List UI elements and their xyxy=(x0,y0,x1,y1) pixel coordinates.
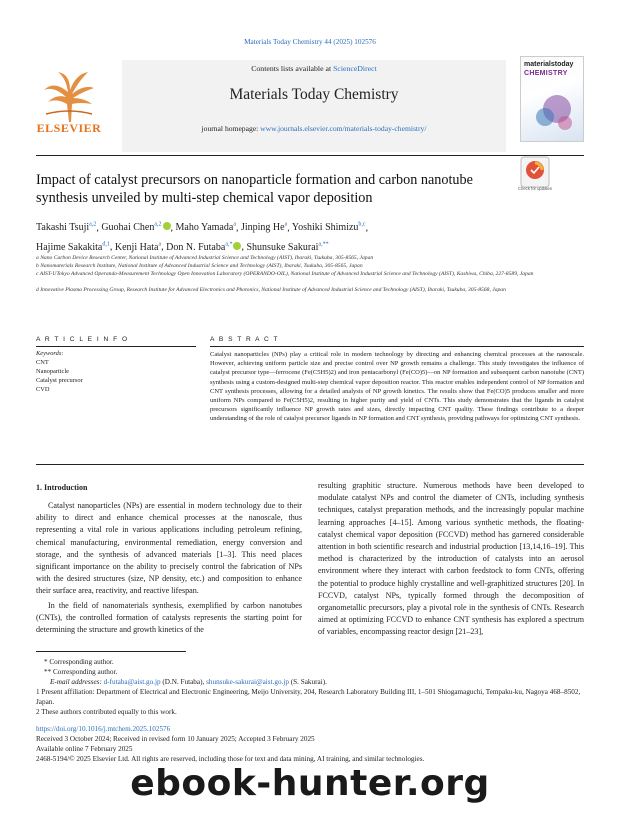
keyword: Nanoparticle xyxy=(36,368,70,375)
keyword: Catalyst precursor xyxy=(36,377,83,384)
orcid-icon[interactable] xyxy=(163,222,171,230)
footnote-corresponding: * Corresponding author. xyxy=(44,658,114,666)
email-link[interactable]: d-futaba@aist.go.jp xyxy=(103,678,161,686)
intro-paragraph: Catalyst nanoparticles (NPs) are essential in modern technology due to their ability to direct and enhance chemical processes at the nanoscale, thus representing a vital role in various applications including petroleum refining, chemical manufacturing, environmental remediation, energy conversion and storage, and the synthesis of advanced materials [1–3]. This need places significant importance on the ability to precisely control the fabrication of NPs with the desired structures (size, NP density, etc.) and composition to enhance their surface area, reactivity, and reactive lifespan. xyxy=(36,501,302,596)
available-online: Available online 7 February 2025 xyxy=(36,745,133,753)
section-heading-introduction: 1. Introduction xyxy=(36,483,88,492)
keyword: CNT xyxy=(36,359,49,366)
email-link[interactable]: shunsuke-sakurai@aist.go.jp xyxy=(206,678,289,686)
author[interactable]: Maho Yamada$^a$ xyxy=(175,222,236,234)
journal-header-box xyxy=(122,60,506,152)
author[interactable]: Shunsuke Sakurai$^{a,**}$ xyxy=(246,241,329,253)
cover-art-image xyxy=(527,83,579,135)
footnote-corresponding: ** Corresponding author. xyxy=(44,668,118,676)
affiliation: a Nano Carbon Device Research Center, National Institute of Advanced Industrial Science and Technology (AIST), Ibaraki, Tsukuba, 305-8565, Japan xyxy=(36,255,374,261)
check-for-updates-icon[interactable] xyxy=(520,156,550,188)
intro-paragraph: In the field of nanomaterials synthesis, exemplified by carbon nanotubes (CNTs), the controlled formation of catalysts represents the starting point for determining the structure and growth kinetics of the xyxy=(36,601,302,635)
cover-title-line1: materialstoday xyxy=(524,61,574,68)
orcid-icon[interactable] xyxy=(233,242,241,250)
abstract-bottom-rule xyxy=(36,464,584,465)
intro-paragraph: resulting graphitic structure. Numerous methods have been developed to modulate catalyst NPs and control the diameter of CNTs, including synthesis techniques, catalyst preparation methods, and the increasingly popular machine learning approaches [4–15]. Among various synthetic methods, the floating-catalyst chemical vapor deposition (FCCVD) method has garnered considerable attention in both scientific research and industrial production [13,14,16–19]. This method is characterized by the introduction of catalysts into an aerosol environment where they interact with carbon feedstock to form CNTs, offering the potential to produce highly crystalline and well-graphitized structures [20]. In FCCVD, catalyst NPs, typically formed through the decomposition of organometallic precursors, play a pivotal role in the synthesis of CNTs. Research aimed at optimizing FCCVD to enhance CNT synthesis has explored a spectrum of variables, encompassing reactor design [21–23], xyxy=(318,481,584,637)
watermark-text: ebook-hunter.org xyxy=(130,763,490,804)
affiliation: d Innovative Plasma Processing Group, Research Institute for Advanced Electronics and Photonics, National Institute of Advanced Industrial Science and Technology (AIST), Ibaraki, Tsukuba, 305-8568, Japan xyxy=(36,287,506,293)
author-list: Takashi Tsuji$^{a,2}$, Guohai Chen$^{a,2}$ , Maho Yamada$^a$, Jinping He$^a$, Yoshiki Shimizu$^{b,c}$, Hajime Sakakita$^{d,1}$, Kenji Hata$^a$, Don N. Futaba$^{a,*}$ , Shunsuke Sakurai$^{a,**}$ xyxy=(36,222,369,253)
footnote-present-affiliation: 1 Present affiliation: Department of Electrical and Electronic Engineering, Meijo University, 204, Research Laboratory Building III, 1–501 Shiogamaguchi, Tempaku-ku, Nagoya 468–8502, Japan. xyxy=(36,688,581,706)
author[interactable]: Yoshiki Shimizu$^{b,c}$ xyxy=(291,222,366,234)
article-info-rule xyxy=(36,346,196,347)
abstract-rule xyxy=(210,346,584,347)
homepage-link[interactable]: www.journals.elsevier.com/materials-today-chemistry/ xyxy=(260,124,427,133)
affiliation: b Nanomaterials Research Institute, National Institute of Advanced Industrial Science and Technology (AIST), Ibaraki, Tsukuba, 305-8565, Japan xyxy=(36,263,363,269)
author[interactable]: Guohai Chen$^{a,2}$ xyxy=(101,222,170,233)
received-dates: Received 3 October 2024; Received in revised form 10 January 2025; Accepted 3 February 2025 xyxy=(36,735,315,743)
journal-homepage: journal homepage: www.journals.elsevier.com/materials-today-chemistry/ xyxy=(201,124,427,133)
elsevier-wordmark: ELSEVIER xyxy=(36,121,102,135)
article-info-heading: A R T I C L E I N F O xyxy=(36,336,129,343)
journal-title: Materials Today Chemistry xyxy=(229,86,399,103)
author[interactable]: Takashi Tsuji$^{a,2}$ xyxy=(36,222,97,234)
abstract-heading: A B S T R A C T xyxy=(210,336,280,343)
check-for-updates-label: Check for updates xyxy=(518,186,552,191)
doi-link[interactable]: https://doi.org/10.1016/j.mtchem.2025.102576 xyxy=(36,725,171,733)
author[interactable]: Jinping He$^a$ xyxy=(240,222,288,234)
contents-line: Contents lists available at ScienceDirect xyxy=(251,64,377,73)
footnote-rule xyxy=(36,651,186,652)
author[interactable]: Don N. Futaba$^{a,*}$ xyxy=(166,242,241,253)
journal-cover-thumbnail[interactable] xyxy=(520,56,584,142)
article-title: Impact of catalyst precursors on nanoparticle formation and carbon nanotube synthesis unveiled by multi-step chemical vapor deposition xyxy=(36,172,473,206)
abstract-text: Catalyst nanoparticles (NPs) play a critical role in modern technology by directing and enhancing chemical processes at the nanoscale. However, achieving uniform particle size and precise control over NP growth remains a challenge. This study investigates the influence of catalyst precursor type—ferrocene (Fe(C5H5)2) and iron pentacarbonyl (Fe(CO)5)—on NP formation and subsequent carbon nanotube (CNT) synthesis using a custom-designed multi-step chemical vapor deposition reactor. This reactor enables independent control of NP formation and CNT synthesis processes, allowing for a detailed analysis of NP growth kinetics. The results show that Fe(CO)5 produces smaller and more uniform NPs compared to Fe(C5H5)2, resulting in higher purity and yield of CNTs. This study demonstrates that the ligands in catalyst precursors significantly influence NP growth rates and sizes, directly impacting CNT quality. These findings contribute to a deeper understanding of the role of catalyst precursor ligands in NP formation and CNT synthesis, providing pathways for optimizing CNT synthesis. xyxy=(210,351,584,423)
header-divider xyxy=(36,155,584,156)
affiliation: c AIST-UTokyo Advanced Operando-Measurement Technology Open Innovation Laboratory (OPERANDO-OIL), National Institute of Advanced Industrial Science and Technology (AIST), Kashiwa, Chiba, 227-8589, Japan xyxy=(36,271,534,277)
copyright-notice: 2468-5194/© 2025 Elsevier Ltd. All rights are reserved, including those for text and data mining, AI training, and similar technologies. xyxy=(36,755,425,763)
cover-title-line2: CHEMISTRY xyxy=(524,70,568,77)
author[interactable]: Hajime Sakakita$^{d,1}$ xyxy=(36,241,110,253)
journal-reference[interactable]: Materials Today Chemistry 44 (2025) 102576 xyxy=(244,38,376,46)
footnote-equal-contribution: 2 These authors contributed equally to this work. xyxy=(36,708,177,716)
sciencedirect-link[interactable]: ScienceDirect xyxy=(333,64,377,73)
keyword: CVD xyxy=(36,386,50,393)
keywords-label: Keywords: xyxy=(36,350,64,357)
footnote-emails: E-mail addresses: d-futaba@aist.go.jp (D.N. Futaba), shunsuke-sakurai@aist.go.jp (S. Sakurai). xyxy=(50,678,327,686)
author[interactable]: Kenji Hata$^a$ xyxy=(114,241,162,253)
